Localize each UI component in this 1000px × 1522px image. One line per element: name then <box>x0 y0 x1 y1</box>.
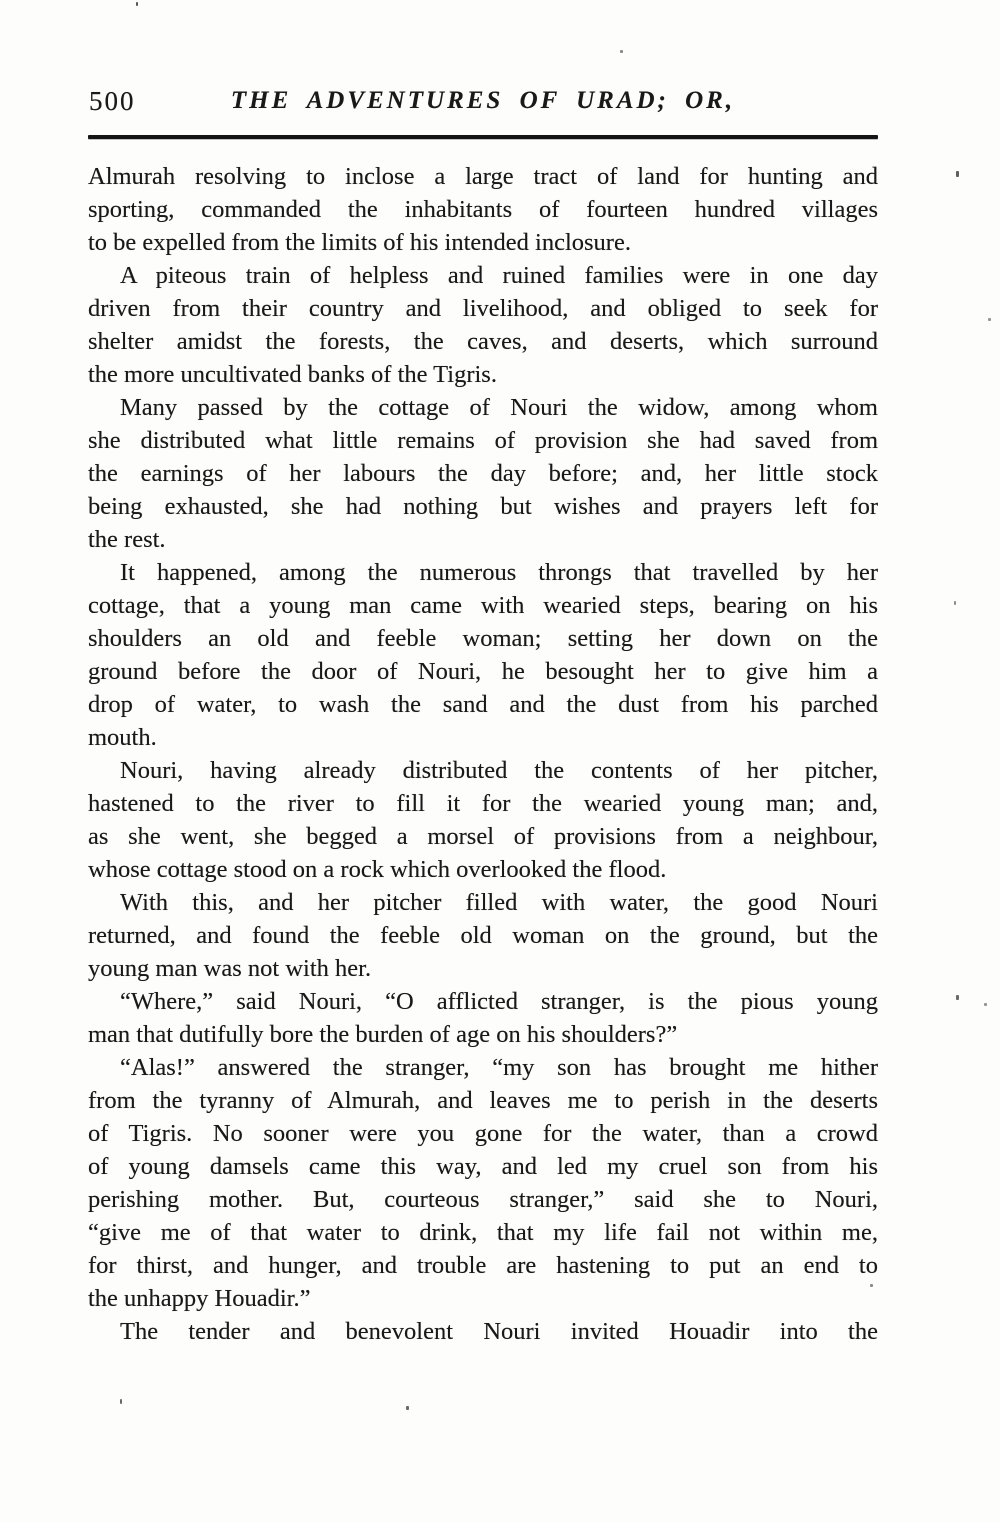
text-line: the earnings of her labours the day before; and, her little stock <box>88 460 878 487</box>
text-line: hastened to the river to fill it for the wearied young man; and, <box>88 790 878 817</box>
scan-speck <box>120 1399 122 1404</box>
text-line: mouth. <box>88 724 157 751</box>
paragraph <box>88 160 878 259</box>
paragraph <box>88 556 878 754</box>
scan-speck <box>136 2 138 6</box>
text-line: The tender and benevolent Nouri invited Houadir into the <box>120 1318 878 1345</box>
page-number: 500 <box>89 86 136 116</box>
text-line: It happened, among the numerous throngs that travelled by her <box>120 559 878 586</box>
text-line: shoulders an old and feeble woman; setting her down on the <box>88 625 878 652</box>
text-line: “Where,” said Nouri, “O afflicted stranger, is the pious young <box>120 988 878 1015</box>
text-line: A piteous train of helpless and ruined families were in one day <box>120 262 878 289</box>
text-line: sporting, commanded the inhabitants of fourteen hundred villages <box>88 196 878 223</box>
text-line: “give me of that water to drink, that my life fail not within me, <box>88 1219 878 1246</box>
text-line: “Alas!” answered the stranger, “my son has brought me hither <box>120 1054 878 1081</box>
scan-speck <box>956 995 959 1000</box>
text-line: for thirst, and hunger, and trouble are hastening to put an end to <box>88 1252 878 1279</box>
scan-speck <box>406 1406 409 1410</box>
paragraph <box>88 391 878 556</box>
text-line: ground before the door of Nouri, he besought her to give him a <box>88 658 878 685</box>
text-line: of Tigris. No sooner were you gone for the water, than a crowd <box>88 1120 878 1147</box>
running-title: THE ADVENTURES OF URAD; OR, <box>230 87 736 114</box>
text-line: shelter amidst the forests, the caves, and deserts, which surround <box>88 328 878 355</box>
scan-speck <box>620 50 623 53</box>
text-line: Almurah resolving to inclose a large tract of land for hunting and <box>88 163 878 190</box>
text-line: Nouri, having already distributed the contents of her pitcher, <box>120 757 878 784</box>
scan-speck <box>954 601 956 605</box>
text-line: the more uncultivated banks of the Tigris. <box>88 361 497 388</box>
text-line: she distributed what little remains of provision she had saved from <box>88 427 878 454</box>
scan-speck <box>988 318 991 321</box>
page-header <box>88 84 878 122</box>
text-line: returned, and found the feeble old woman on the ground, but the <box>88 922 878 949</box>
text-line: With this, and her pitcher filled with water, the good Nouri <box>120 889 878 916</box>
text-line: driven from their country and livelihood, and obliged to seek for <box>88 295 878 322</box>
text-line: drop of water, to wash the sand and the dust from his parched <box>88 691 878 718</box>
header-rule <box>88 135 878 139</box>
paragraph <box>88 985 878 1051</box>
text-line: being exhausted, she had nothing but wishes and prayers left for <box>88 493 878 520</box>
text-line: young man was not with her. <box>88 955 372 982</box>
text-line: perishing mother. But, courteous stranger,” said she to Nouri, <box>88 1186 878 1213</box>
scan-speck <box>984 1003 987 1006</box>
body-text <box>88 160 878 1348</box>
paragraph <box>88 886 878 985</box>
paragraph <box>88 754 878 886</box>
text-line: the unhappy Houadir.” <box>88 1285 311 1312</box>
text-line: cottage, that a young man came with wearied steps, bearing on his <box>88 592 878 619</box>
text-column <box>88 0 878 1348</box>
text-line: from the tyranny of Almurah, and leaves me to perish in the deserts <box>88 1087 878 1114</box>
text-line: to be expelled from the limits of his intended inclosure. <box>88 229 631 256</box>
text-line: the rest. <box>88 526 166 553</box>
paragraph <box>88 1315 878 1348</box>
text-line: as she went, she begged a morsel of provisions from a neighbour, <box>88 823 878 850</box>
paragraph <box>88 259 878 391</box>
text-line: man that dutifully bore the burden of age on his shoulders?” <box>88 1021 678 1048</box>
scan-speck <box>956 171 959 177</box>
text-line: whose cottage stood on a rock which overlooked the flood. <box>88 856 667 883</box>
text-line: of young damsels came this way, and led my cruel son from his <box>88 1153 878 1180</box>
paragraph <box>88 1051 878 1315</box>
scan-speck <box>870 1284 873 1287</box>
text-line: Many passed by the cottage of Nouri the widow, among whom <box>120 394 878 421</box>
